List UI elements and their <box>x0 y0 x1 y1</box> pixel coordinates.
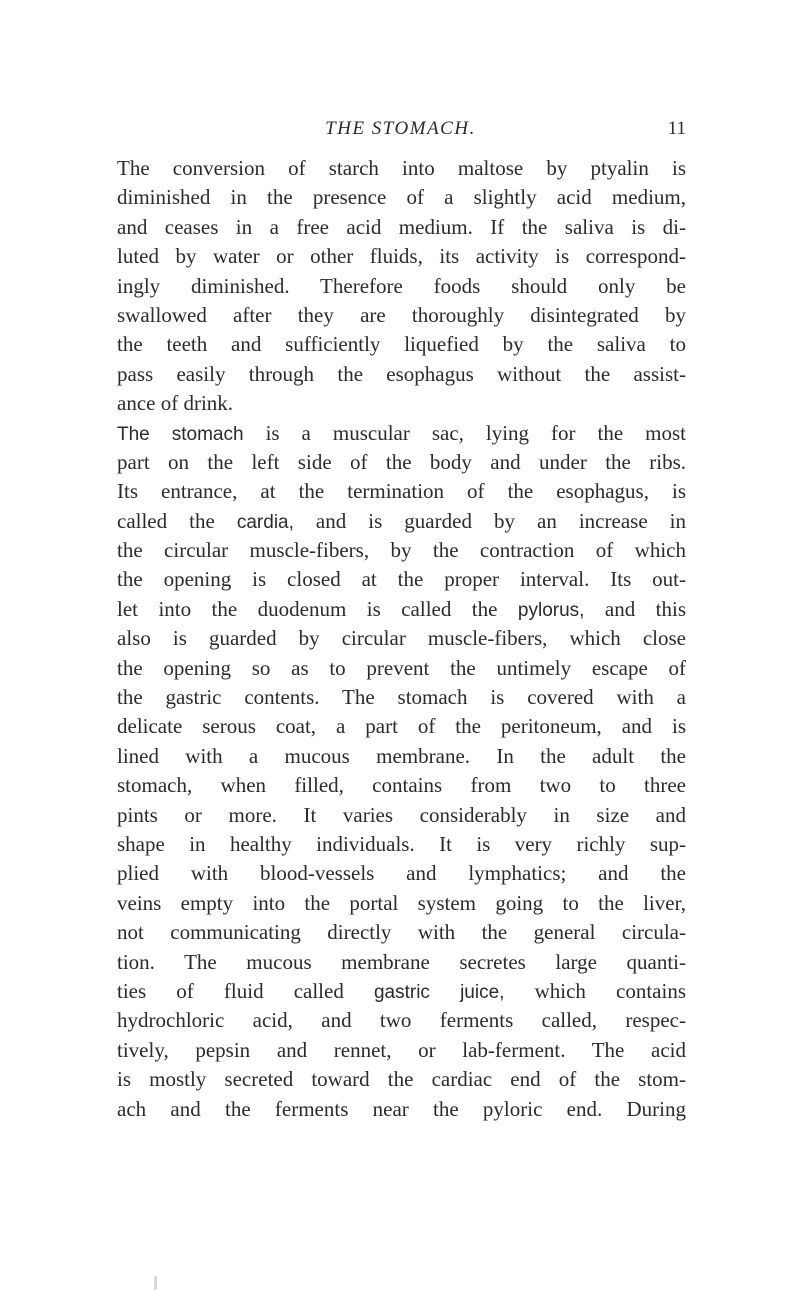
term-gastric-juice: gastric juice, <box>373 981 505 1003</box>
text-line: The conversion of starch into maltose by ptyalin is <box>117 156 686 180</box>
paper-speck <box>154 1276 157 1290</box>
text-line: stomach, when filled, contains from two to three <box>117 773 686 798</box>
text-line: The stomach is a muscular sac, lying for the most <box>117 420 687 445</box>
text-line: diminished in the presence of a slightly acid medium, <box>117 185 686 210</box>
running-title: THE STOMACH. <box>325 118 476 139</box>
text-line: not communicating directly with the general circula- <box>117 920 686 945</box>
text-line: the teeth and sufficiently liquefied by the saliva to <box>117 332 686 357</box>
term-stomach: The stomach <box>117 423 244 445</box>
text-line: plied with blood-vessels and lymphatics; and the <box>117 861 686 886</box>
text-line: tively, pepsin and rennet, or lab-ferment. The acid <box>117 1037 686 1062</box>
text-line: ingly diminished. Therefore foods should only be <box>117 273 686 298</box>
text-line: part on the left side of the body and under the ribs. <box>117 449 686 474</box>
text-line: is mostly secreted toward the cardiac end of the stom- <box>117 1067 686 1092</box>
text-line: luted by water or other fluids, its activity is correspond- <box>117 244 686 269</box>
text-line: the circular muscle-fibers, by the contraction of which <box>117 538 686 563</box>
text-line: ach and the ferments near the pyloric end. During <box>117 1096 686 1121</box>
page-number: 11 <box>667 118 686 139</box>
term-cardia: cardia, <box>236 511 294 533</box>
text-line: veins empty into the portal system going to the liver, <box>117 890 686 915</box>
text-line: also is guarded by circular muscle-fibers, which close <box>117 626 686 651</box>
text-line: let into the duodenum is called the pylorus, and this <box>117 596 686 621</box>
text-line: ties of fluid called gastric juice, which contains <box>117 978 686 1003</box>
text-line: shape in healthy individuals. It is very richly sup- <box>117 831 686 856</box>
text-line: the gastric contents. The stomach is covered with a <box>117 685 686 710</box>
text-line: tion. The mucous membrane secretes large quanti- <box>117 949 686 974</box>
text-line: and ceases in a free acid medium. If the saliva is di- <box>117 214 686 239</box>
term-pylorus: pylorus, <box>517 599 585 621</box>
text-line: hydrochloric acid, and two ferments called, respec- <box>117 1008 686 1033</box>
text-line: Its entrance, at the termination of the esophagus, is <box>117 479 686 504</box>
text-line: the opening so as to prevent the untimely escape of <box>117 655 686 680</box>
text-line: the opening is closed at the proper interval. Its out- <box>117 567 686 592</box>
text-line: pass easily through the esophagus without the assist- <box>117 361 686 386</box>
text-line: called the cardia, and is guarded by an increase in <box>117 508 686 533</box>
text-line: pints or more. It varies considerably in size and <box>117 802 686 827</box>
text-line: swallowed after they are thoroughly disintegrated by <box>117 302 686 327</box>
text-line: delicate serous coat, a part of the peritoneum, and is <box>117 714 686 739</box>
text-line: ance of drink. <box>117 391 234 416</box>
text-line: lined with a mucous membrane. In the adult the <box>117 743 686 768</box>
running-head <box>0 117 801 141</box>
body-text <box>117 154 686 1124</box>
